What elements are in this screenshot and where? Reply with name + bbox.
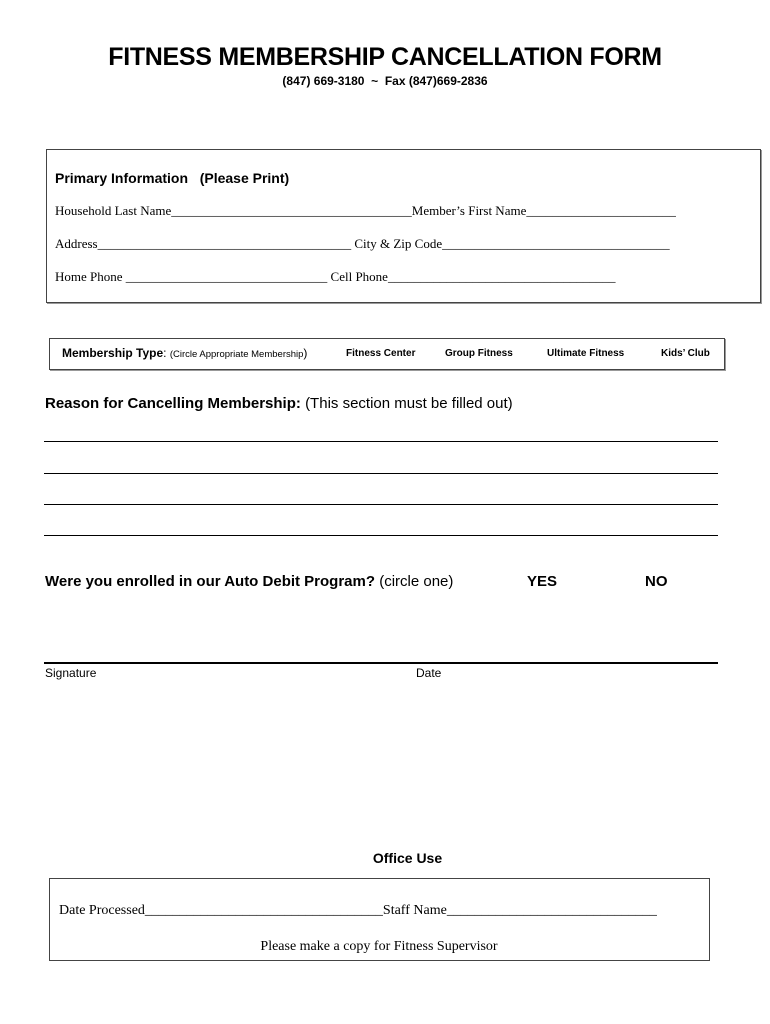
address-field[interactable]: Address_______________________________________ City & Zip Code___________________________________ (55, 236, 670, 251)
reason-heading: Reason for Cancelling Membership: (This section must be filled out) (45, 395, 513, 412)
phone-fax-line: (847) 669-3180 ~ Fax (847)669-2836 (282, 74, 488, 88)
reason-line-3[interactable] (44, 504, 718, 505)
membership-type-label: Membership Type: (Circle Appropriate Membership) (62, 346, 308, 360)
date-processed-field[interactable]: Date Processed__________________________________Staff Name______________________________ (59, 903, 657, 918)
option-kids-club[interactable]: Kids’ Club (661, 348, 710, 359)
copy-note: Please make a copy for Fitness Supervisor (260, 939, 498, 954)
auto-debit-yes[interactable]: YES (527, 573, 558, 590)
reason-line-2[interactable] (44, 473, 718, 474)
reason-line-1[interactable] (44, 441, 718, 442)
form-title: FITNESS MEMBERSHIP CANCELLATION FORM (108, 43, 662, 71)
signature-label: Signature (45, 666, 97, 680)
option-fitness-center[interactable]: Fitness Center (346, 348, 416, 359)
auto-debit-no[interactable]: NO (645, 573, 668, 590)
household-last-name-field[interactable]: Household Last Name_____________________________________Member’s First Name_______________________ (55, 203, 676, 218)
option-group-fitness[interactable]: Group Fitness (445, 348, 513, 359)
primary-info-heading: Primary Information (Please Print) (55, 170, 290, 186)
office-use-heading: Office Use (372, 850, 443, 866)
reason-line-4[interactable] (44, 535, 718, 536)
home-phone-field[interactable]: Home Phone _______________________________ Cell Phone___________________________________ (55, 269, 616, 284)
auto-debit-question: Were you enrolled in our Auto Debit Program? (circle one) (45, 573, 454, 590)
date-label: Date (416, 666, 442, 680)
signature-date-line[interactable] (44, 662, 718, 664)
option-ultimate-fitness[interactable]: Ultimate Fitness (547, 348, 625, 359)
